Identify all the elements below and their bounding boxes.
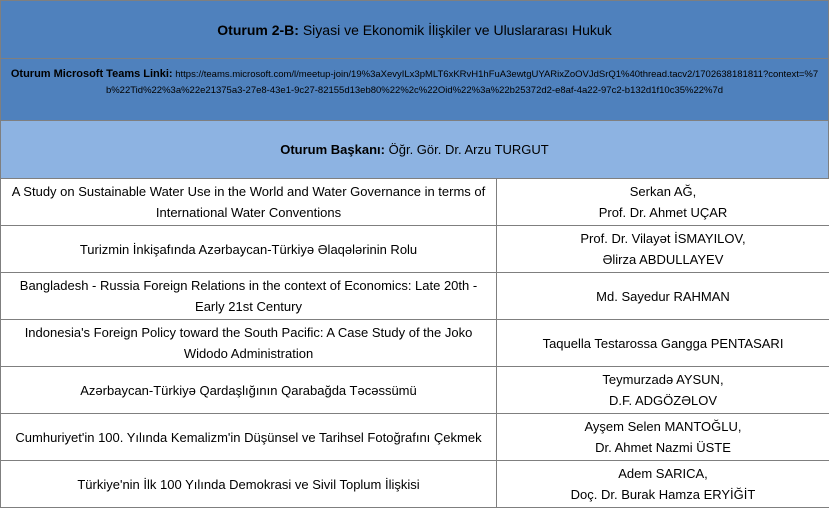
paper-authors: [497, 273, 829, 320]
paper-title: Indonesia's Foreign Policy toward the South Pacific: A Case Study of the Joko Widodo Administration: [1, 320, 497, 367]
paper-title: Bangladesh - Russia Foreign Relations in the context of Economics: Late 20th - Early 21st Century: [1, 273, 497, 320]
author-name: Md. Sayedur RAHMAN: [596, 288, 730, 304]
paper-authors: [497, 179, 829, 226]
author-name: Taquella Testarossa Gangga PENTASARI: [542, 335, 784, 351]
chair-label: Oturum Başkanı:: [280, 142, 385, 157]
paper-authors: [497, 226, 829, 273]
author-name: Əlirza ABDULLAYEV: [602, 252, 724, 267]
author-name: Adem SARICA,: [618, 466, 708, 481]
teams-link[interactable]: https://teams.microsoft.com/l/meetup-join/19%3aXevyILx3pMLT6xKRvH1hFuA3ewtgUYARixZoOVJdSrQ1%40thread.tacv2/1702638181811?context=%7b%22Tid%22%3a%22e21375a3-27e8-43e1-9c27-82155d13eb80%22%2c%22Oid%22%3a%22b25372d2-e8af-4a22-97c2-b132d1f10c35%22%7d: [105, 69, 819, 96]
table-row: [1, 367, 829, 414]
paper-title: Turizmin İnkişafında Azərbaycan-Türkiyə Əlaqələrinin Rolu: [1, 226, 497, 273]
table-row: [1, 226, 829, 273]
paper-title: Azərbaycan-Türkiyə Qardaşlığının Qarabağda Təcəssümü: [1, 367, 497, 414]
paper-title: A Study on Sustainable Water Use in the World and Water Governance in terms of International Water Conventions: [1, 179, 497, 226]
paper-title: Cumhuriyet'in 100. Yılında Kemalizm'in Düşünsel ve Tarihsel Fotoğrafını Çekmek: [1, 414, 497, 461]
author-name: Teymurzadə AYSUN,: [602, 372, 724, 387]
paper-authors: [497, 367, 829, 414]
session-header: [0, 0, 829, 58]
table-row: [1, 273, 829, 320]
table-row: [1, 320, 829, 367]
table-row: [1, 179, 829, 226]
author-name: Doç. Dr. Burak Hamza ERYİĞİT: [570, 487, 756, 502]
papers-table: [0, 178, 829, 508]
session-title: Siyasi ve Ekonomik İlişkiler ve Uluslararası Hukuk: [302, 22, 612, 38]
teams-link-label: Oturum Microsoft Teams Linki:: [10, 68, 173, 80]
session-label: Oturum 2-B:: [217, 22, 299, 38]
table-row: [1, 461, 829, 508]
author-name: Prof. Dr. Vilayət İSMAYILOV,: [580, 231, 746, 246]
paper-authors: [497, 320, 829, 367]
paper-title: Türkiye'nin İlk 100 Yılında Demokrasi ve Sivil Toplum İlişkisi: [1, 461, 497, 508]
author-name: Serkan AĞ,: [629, 184, 697, 199]
session-chair-row: [0, 120, 829, 178]
chair-name: Öğr. Gör. Dr. Arzu TURGUT: [388, 142, 549, 157]
paper-authors: [497, 414, 829, 461]
author-name: D.F. ADGÖZƏLOV: [608, 393, 718, 408]
author-name: Prof. Dr. Ahmet UÇAR: [598, 205, 728, 220]
author-name: Ayşem Selen MANTOĞLU,: [584, 419, 742, 434]
author-name: Dr. Ahmet Nazmi ÜSTE: [595, 440, 731, 455]
teams-link-row: [0, 58, 829, 120]
table-row: [1, 414, 829, 461]
paper-authors: [497, 461, 829, 508]
